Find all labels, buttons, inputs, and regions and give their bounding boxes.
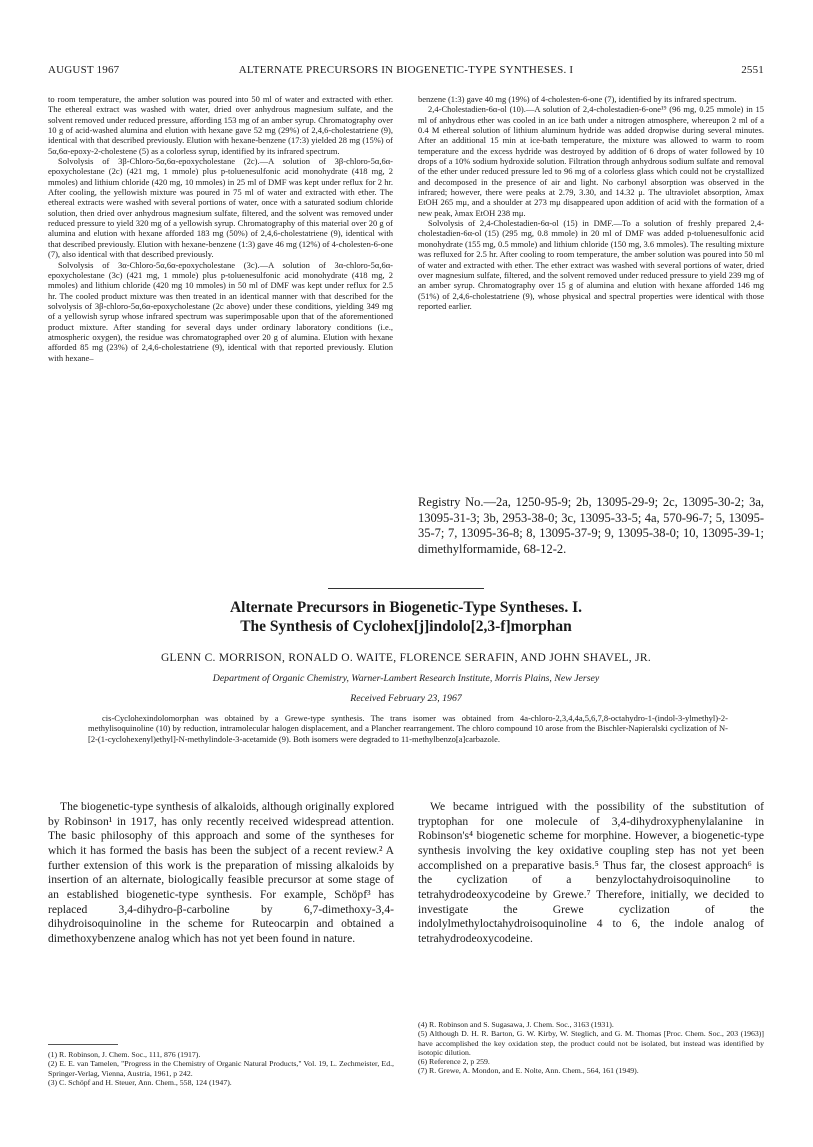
paragraph: to room temperature, the amber solution was poured into 50 ml of water and extracted with ether. The ethereal extract was washed with water, dried over anhydrous magnesium sulfate, and the solvent removed under reduced pressure, affording 153 mg of an amber syrup. Chromatography over 10 g of acid-washed alumina and elution with hexane gave 52 mg (29%) of 2,4,6-cholestatriene (9), identical with that described previously. Elution with hexane-benzene (17:3) yielded 28 mg (15%) of 5α,6α-epoxy-2-cholestene (5) as a colorless syrup, identified by its infrared spectrum.: [48, 94, 393, 156]
header-running-title: ALTERNATE PRECURSORS IN BIOGENETIC-TYPE SYNTHESES. I: [238, 64, 574, 76]
footnote: (5) Although D. H. R. Barton, G. W. Kirby, W. Steglich, and G. M. Thomas [Proc. Chem. Soc., 203 (1963)] have accomplished the key oxidation step, the product could not be isolated, but instead was identified by isotopic dilution.: [418, 1029, 764, 1057]
footnote: (3) C. Schöpf and H. Steuer, Ann. Chem., 558, 124 (1947).: [48, 1077, 232, 1087]
footnote-rule: [48, 1044, 118, 1045]
paragraph: Solvolysis of 3β-Chloro-5α,6α-epoxycholestane (2c).—A solution of 3β-chloro-5α,6α-epoxycholestane (2c) (421 mg, 1 mmole) plus p-toluenesulfonic acid monohydrate (418 mg, 2 mmoles) and lithium chloride (420 mg, 10 mmoles) in 25 ml of DMF was kept under reflux for 2 hr. After cooling, the yellowish mixture was poured in 75 ml of water and extracted with ether. The ethereal extracts were washed with several portions of water, once with a saturated sodium chloride solution, then dried over anhydrous magnesium sulfate, filtered, and the solvent was removed under reduced pressure to yield 320 mg of a yellowish syrup. Chromatography of this material over 20 g of alumina and elution with hexane afforded 183 mg (50%) of 2,4,6-cholestatriene (9), identical with that described previously. Elution with hexane-benzene (1:3) gave 46 mg (12%) of 4-cholesten-6-one (7), also identical with that described previously.: [48, 156, 393, 260]
paragraph: 2,4-Cholestadien-6α-ol (10).—A solution of 2,4-cholestadien-6-one¹⁹ (96 mg, 0.25 mmole) in 15 ml of anhydrous ether was cooled in an ice bath under a nitrogen atmosphere, whereupon 2 ml of a 0.4 M ethereal solution of lithium aluminum hydride was added dropwise during several minutes. After an additional 15 min at ice-bath temperature, the mixture was allowed to warm to room temperature and the excess hydride was destroyed by addition of 6 drops of water followed by 10 drops of a 10% sodium hydroxide solution. Filtration through anhydrous sodium sulfate and removal of the ether under reduced pressure led to 96 mg of a colorless glass which could not be crystallized and decomposed in the presence of air and light. No carbonyl absorption was observed in the infrared; however, there were peaks at 2.79, 3.30, and 14.32 μ. The ultraviolet absorption, λmax EtOH 265 mμ, and a shoulder at 273 mμ disappeared upon addition of acid with the formation of a new peak, λmax EtOH 238 mμ.: [418, 104, 764, 218]
received-date: Received February 23, 1967: [350, 693, 462, 704]
abstract: cis-Cyclohexindolomorphan was obtained by a Grewe-type synthesis. The trans isomer was obtained from 4a-chloro-2,3,4,4a,5,6,7,8-octahydro-1-(indol-3-ylmethyl)-2-methylisoquinoline (10) by reduction, intramolecular halogen displacement, and a Plancher rearrangement. The chloro compound 10 arose from the Bischler-Napieralski cyclization of N-[2-(1-cyclohexenyl)ethyl]-N-methylindole-3-acetamide (9). Both isomers were degraded to 11-methylbenzo[a]carbazole.: [88, 713, 728, 744]
header-date: AUGUST 1967: [48, 64, 120, 76]
affiliation: Department of Organic Chemistry, Warner-Lambert Research Institute, Morris Plains, New Jersey: [212, 673, 600, 684]
header-page-number: 2551: [741, 64, 764, 76]
footnote: (6) Reference 2, p 259.: [418, 1057, 490, 1067]
footnotes-left: [48, 1050, 394, 1087]
title-line-2: The Synthesis of Cyclohex[j]indolo[2,3-f]morphan: [240, 618, 572, 635]
footnotes-right: [418, 1020, 764, 1076]
authors: GLENN C. MORRISON, RONALD O. WAITE, FLORENCE SERAFIN, AND JOHN SHAVEL, JR.: [160, 652, 652, 664]
paragraph: Solvolysis of 3α-Chloro-5α,6α-epoxycholestane (3c).—A solution of 3α-chloro-5α,6α-epoxycholestane (3c) (421 mg, 1 mmole) plus p-toluenesulfonic acid monohydrate (418 mg, 2 mmoles) and lithium chloride (420 mg 10 mmoles) in 50 ml of DMF was kept under reflux for 2.5 hr. The cooled product mixture was then treated in an identical manner with that described for the solvolysis of 3β-chloro-5α,6α-epoxycholestane (2c above) under these conditions, yielding 349 mg of a yellowish syrup whose infrared spectrum was superimposable upon that of the aforementioned product mixture. After standing for several days under ordinary laboratory conditions (i.e., atmospheric oxygen), the residue was chromatographed over 20 g of alumina. Elution with hexane afforded 85 mg (23%) of 2,4,6-cholestatriene (9), identical with that reported previously. Elution with hexane–: [48, 259, 393, 363]
title-line-1: Alternate Precursors in Biogenetic-Type Syntheses. I.: [229, 599, 582, 616]
running-header: [48, 64, 764, 78]
left-experimental-column: [48, 94, 393, 363]
footnote: (4) R. Robinson and S. Sugasawa, J. Chem. Soc., 3163 (1931).: [418, 1020, 614, 1029]
right-experimental-column: [418, 94, 764, 311]
paragraph: Solvolysis of 2,4-Cholestadien-6α-ol (15) in DMF.—To a solution of freshly prepared 2,4-cholestadien-6α-ol (15) (295 mg, 0.8 mmole) in 20 ml of DMF was added p-toluenesulfonic acid monohydrate (155 mg, 0.5 mmole) and lithium chloride (150 mg, 3.6 mmoles). The resulting mixture was refluxed for 2.5 hr. After cooling to room temperature, the amber solution was poured into 50 ml of water and extracted with ether. The ether extract was washed with several portions of water, dried over magnesium sulfate, filtered, and the solvent removed under reduced pressure to yield 239 mg of an amber syrup. Chromatography over 15 g of alumina and elution with hexane afforded 146 mg (51%) of 2,4,6-cholestatriene (9), whose physical and spectral properties were identical with those reported earlier.: [418, 218, 764, 311]
section-divider: [328, 588, 484, 589]
body-left-paragraph: The biogenetic-type synthesis of alkaloids, although originally explored by Robinson¹ in 1917, has only recently received widespread attention. The basic philosophy of this approach and some of the syntheses for which it has formed the basis has been the subject of a recent review.² A further extension of this work is the preparation of missing alkaloids by insertion of an alternate, biologically feasible precursor at some stage of an established biogenetic-type synthesis. For example, Schöpf³ has replaced 3,4-dihydro-β-carboline by 6,7-dimethoxy-3,4-dihydroisoquinoline in the scheme for Ruteocarpin and obtained a dimethoxybenzene analog which has not yet been found in nature.: [48, 800, 394, 945]
article-title: [48, 598, 764, 636]
body-right-paragraph: We became intrigued with the possibility of the substitution of tryptophan for one molecule of 3,4-dihydroxyphenylalanine in Robinson's⁴ biogenetic scheme for morphine. However, a biogenetic-type synthesis involving the key oxidative coupling step has not yet been accomplished on a preparative basis.⁵ Thus far, the closest approach⁶ is the cyclization of a benzyloctahydroisoquinoline to tetrahydrodeoxycodeine by Grewe.⁷ Therefore, initially, we decided to investigate the Grewe cyclization of the indolylmethyloctahydroisoquinoline 4 to 6, the indole analog of tetrahydrodeoxycodeine.: [418, 800, 764, 945]
footnote: (1) R. Robinson, J. Chem. Soc., 111, 876 (1917).: [48, 1050, 201, 1059]
footnote: (2) E. E. van Tamelen, "Progress in the Chemistry of Organic Natural Products," Vol. 19, L. Zechmeister, Ed., Springer-Verlag, Vienna, Austria, 1961, p 242.: [48, 1059, 394, 1078]
paragraph: benzene (1:3) gave 40 mg (19%) of 4-cholesten-6-one (7), identified by its infrared spectrum.: [418, 94, 737, 104]
registry-numbers: Registry No.—2a, 1250-95-9; 2b, 13095-29-9; 2c, 13095-30-2; 3a, 13095-31-3; 3b, 2953-38-0; 3c, 13095-33-5; 4a, 570-96-7; 5, 13095-35-7; 7, 13095-36-8; 8, 13095-37-9; 9, 13095-38-0; 10, 13095-39-1; dimethylformamide, 68-12-2.: [418, 495, 764, 556]
footnote: (7) R. Grewe, A. Mondon, and E. Nolte, Ann. Chem., 564, 161 (1949).: [418, 1066, 639, 1076]
